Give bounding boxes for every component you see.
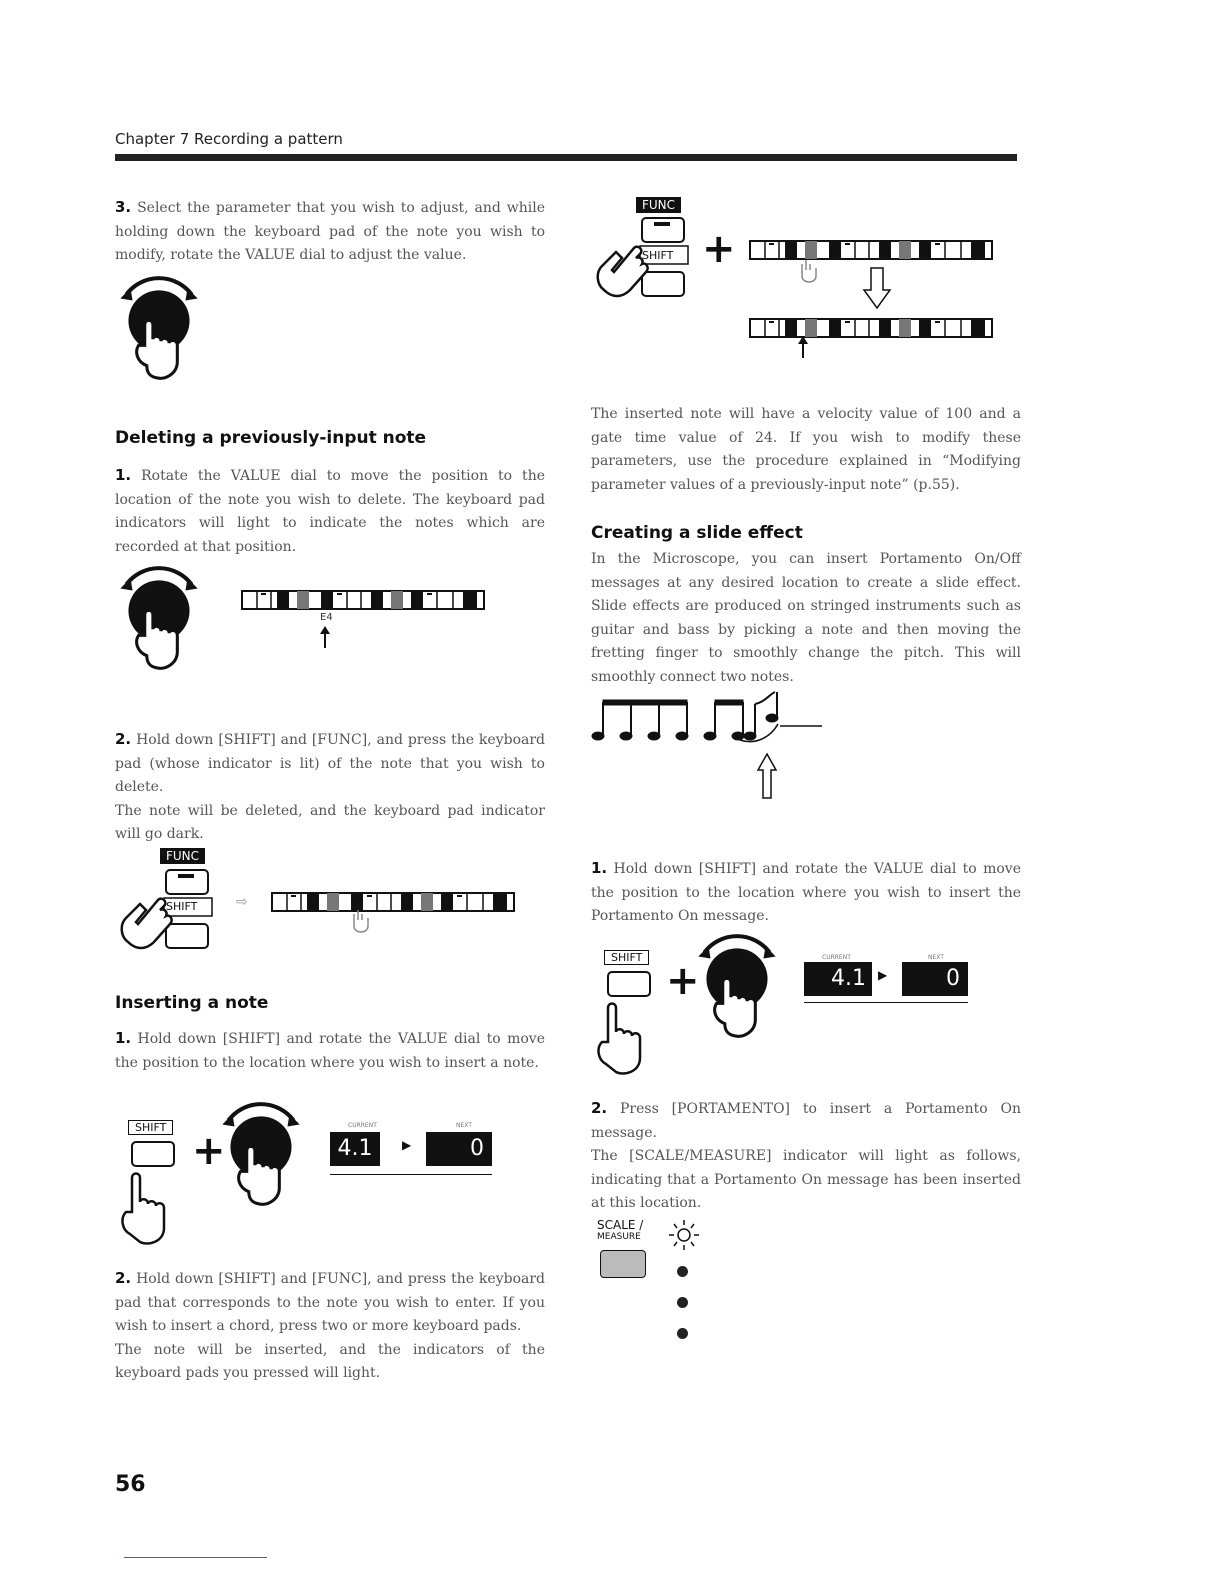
- page-number: 56: [115, 1472, 146, 1497]
- keyboard-pads-icon: [270, 892, 516, 912]
- shift-hand-icon: [118, 1138, 182, 1248]
- next-label: NEXT: [928, 954, 944, 961]
- deleting-step2-result: The note will be deleted, and the keyboard pad indicator will go dark.: [115, 802, 545, 842]
- value-dial-icon: [118, 562, 200, 674]
- value-dial-icon: [118, 272, 200, 384]
- next-display: [426, 1132, 492, 1166]
- next-display: [902, 962, 968, 996]
- func-label: FUNC: [636, 197, 681, 213]
- slide-section: [591, 523, 1021, 543]
- shift-label: SHIFT: [166, 900, 198, 913]
- lit-indicator-icon: [666, 1218, 702, 1252]
- step-number: 1.: [591, 859, 608, 877]
- slide-heading: Creating a slide effect: [591, 523, 803, 543]
- step-number: 1.: [115, 1029, 132, 1047]
- step-number: 3.: [115, 198, 132, 216]
- deleting-step1-text: Rotate the VALUE dial to move the position to the location of the note you wish to delete. The keyboard pad indicators will light to indicate the notes which are recorded at that position.: [115, 468, 545, 555]
- arrow-down-icon: [862, 266, 892, 310]
- func-label: FUNC: [160, 848, 205, 864]
- shift-label: SHIFT: [128, 1120, 173, 1135]
- footer-line: [124, 1557, 267, 1558]
- inserting-step1-block: [115, 1027, 545, 1075]
- slide-step1-block: [591, 857, 1021, 929]
- inserting-step2-block: [115, 1267, 545, 1386]
- keyboard-pads-icon: [748, 240, 994, 260]
- chapter-header: Chapter 7 Recording a pattern: [115, 130, 343, 148]
- inserted-note-block: [591, 403, 1021, 497]
- shift-label: SHIFT: [642, 249, 674, 262]
- slide-notes-icon: [590, 690, 830, 800]
- slide-step2-block: [591, 1097, 1021, 1216]
- pointing-hand-icon: [796, 256, 822, 286]
- inserting-step2-text: Hold down [SHIFT] and [FUNC], and press the keyboard pad that corresponds to the note you wish to enter. If you wish to insert a chord, press two or more keyboard pads.: [115, 1271, 545, 1334]
- step3-block: [115, 196, 545, 268]
- step3-text: Select the parameter that you wish to adjust, and while holding down the keyboard pad of the note you wish to modify, rotate the VALUE dial to adjust the value.: [115, 200, 546, 263]
- dot-icon: [677, 1297, 688, 1308]
- inserting-section: [115, 993, 545, 1013]
- plus-icon: +: [666, 958, 700, 1004]
- shift-label: SHIFT: [604, 950, 649, 965]
- current-value: 4.1: [831, 966, 866, 991]
- arrow-up-icon: [796, 336, 810, 358]
- deleting-step1-block: [115, 464, 545, 559]
- play-arrow-icon: ▶: [402, 1138, 412, 1152]
- slide-step2-text: Press [PORTAMENTO] to insert a Portamento On message.: [591, 1101, 1021, 1141]
- dot-icon: [677, 1328, 688, 1339]
- arrow-up-icon: [318, 626, 332, 648]
- deleting-step2-block: [115, 728, 545, 847]
- display-underline: [330, 1174, 492, 1175]
- play-arrow-icon: ▶: [878, 968, 888, 982]
- next-value: 0: [946, 966, 960, 991]
- inserted-note-text: The inserted note will have a velocity value of 100 and a gate time value of 24. If you wish to modify these parameters, use the procedure explained in “Modifying parameter values of a previously-input note” (p.55).: [591, 406, 1021, 493]
- value-dial-icon: [220, 1098, 302, 1210]
- scale-measure-button: [600, 1250, 646, 1278]
- e4-label: E4: [320, 612, 333, 623]
- deleting-section: [115, 428, 545, 448]
- next-value: 0: [470, 1136, 484, 1161]
- slide-text: In the Microscope, you can insert Portamento On/Off messages at any desired location to create a slide effect. Slide effects are produced on stringed instruments such as guitar and bass by picking a note and then moving the fretting finger to smoothly change the pitch. This will smoothly connect two notes.: [591, 551, 1021, 685]
- plus-icon: +: [702, 226, 736, 272]
- current-display: [330, 1132, 380, 1166]
- inserting-step2-result: The note will be inserted, and the indicators of the keyboard pads you pressed will light.: [115, 1341, 545, 1381]
- next-label: NEXT: [456, 1122, 472, 1129]
- current-label: CURRENT: [822, 954, 851, 961]
- slide-text-block: [591, 548, 1021, 689]
- display-underline: [804, 1002, 968, 1003]
- current-value: 4.1: [337, 1136, 373, 1161]
- step-number: 2.: [591, 1099, 608, 1117]
- step-number: 1.: [115, 466, 132, 484]
- scale-label: SCALE /: [597, 1218, 644, 1232]
- current-display: [804, 962, 872, 996]
- current-label: CURRENT: [348, 1122, 377, 1129]
- pointing-hand-icon: [348, 906, 374, 936]
- plus-icon: +: [192, 1128, 226, 1174]
- arrow-right-icon: ⇨: [236, 894, 248, 910]
- measure-label: MEASURE: [597, 1232, 641, 1242]
- slide-step1-text: Hold down [SHIFT] and rotate the VALUE dial to move the position to the location where you wish to insert the Portamento On message.: [591, 861, 1022, 924]
- header-rule: [115, 154, 1017, 161]
- keyboard-pads-icon: [748, 318, 994, 338]
- keyboard-pads-icon: [240, 590, 486, 610]
- deleting-heading: Deleting a previously-input note: [115, 428, 427, 448]
- step-number: 2.: [115, 1269, 132, 1287]
- inserting-step1-text: Hold down [SHIFT] and rotate the VALUE dial to move the position to the location where you wish to insert a note.: [115, 1031, 546, 1071]
- slide-step2-result: The [SCALE/MEASURE] indicator will light as follows, indicating that a Portamento On message has been inserted at this location.: [591, 1148, 1021, 1211]
- value-dial-icon: [696, 930, 778, 1042]
- shift-hand-icon: [594, 968, 658, 1078]
- deleting-step2-text: Hold down [SHIFT] and [FUNC], and press the keyboard pad (whose indicator is lit) of the note that you wish to delete.: [115, 732, 545, 795]
- step-number: 2.: [115, 730, 132, 748]
- dot-icon: [677, 1266, 688, 1277]
- inserting-heading: Inserting a note: [115, 993, 269, 1013]
